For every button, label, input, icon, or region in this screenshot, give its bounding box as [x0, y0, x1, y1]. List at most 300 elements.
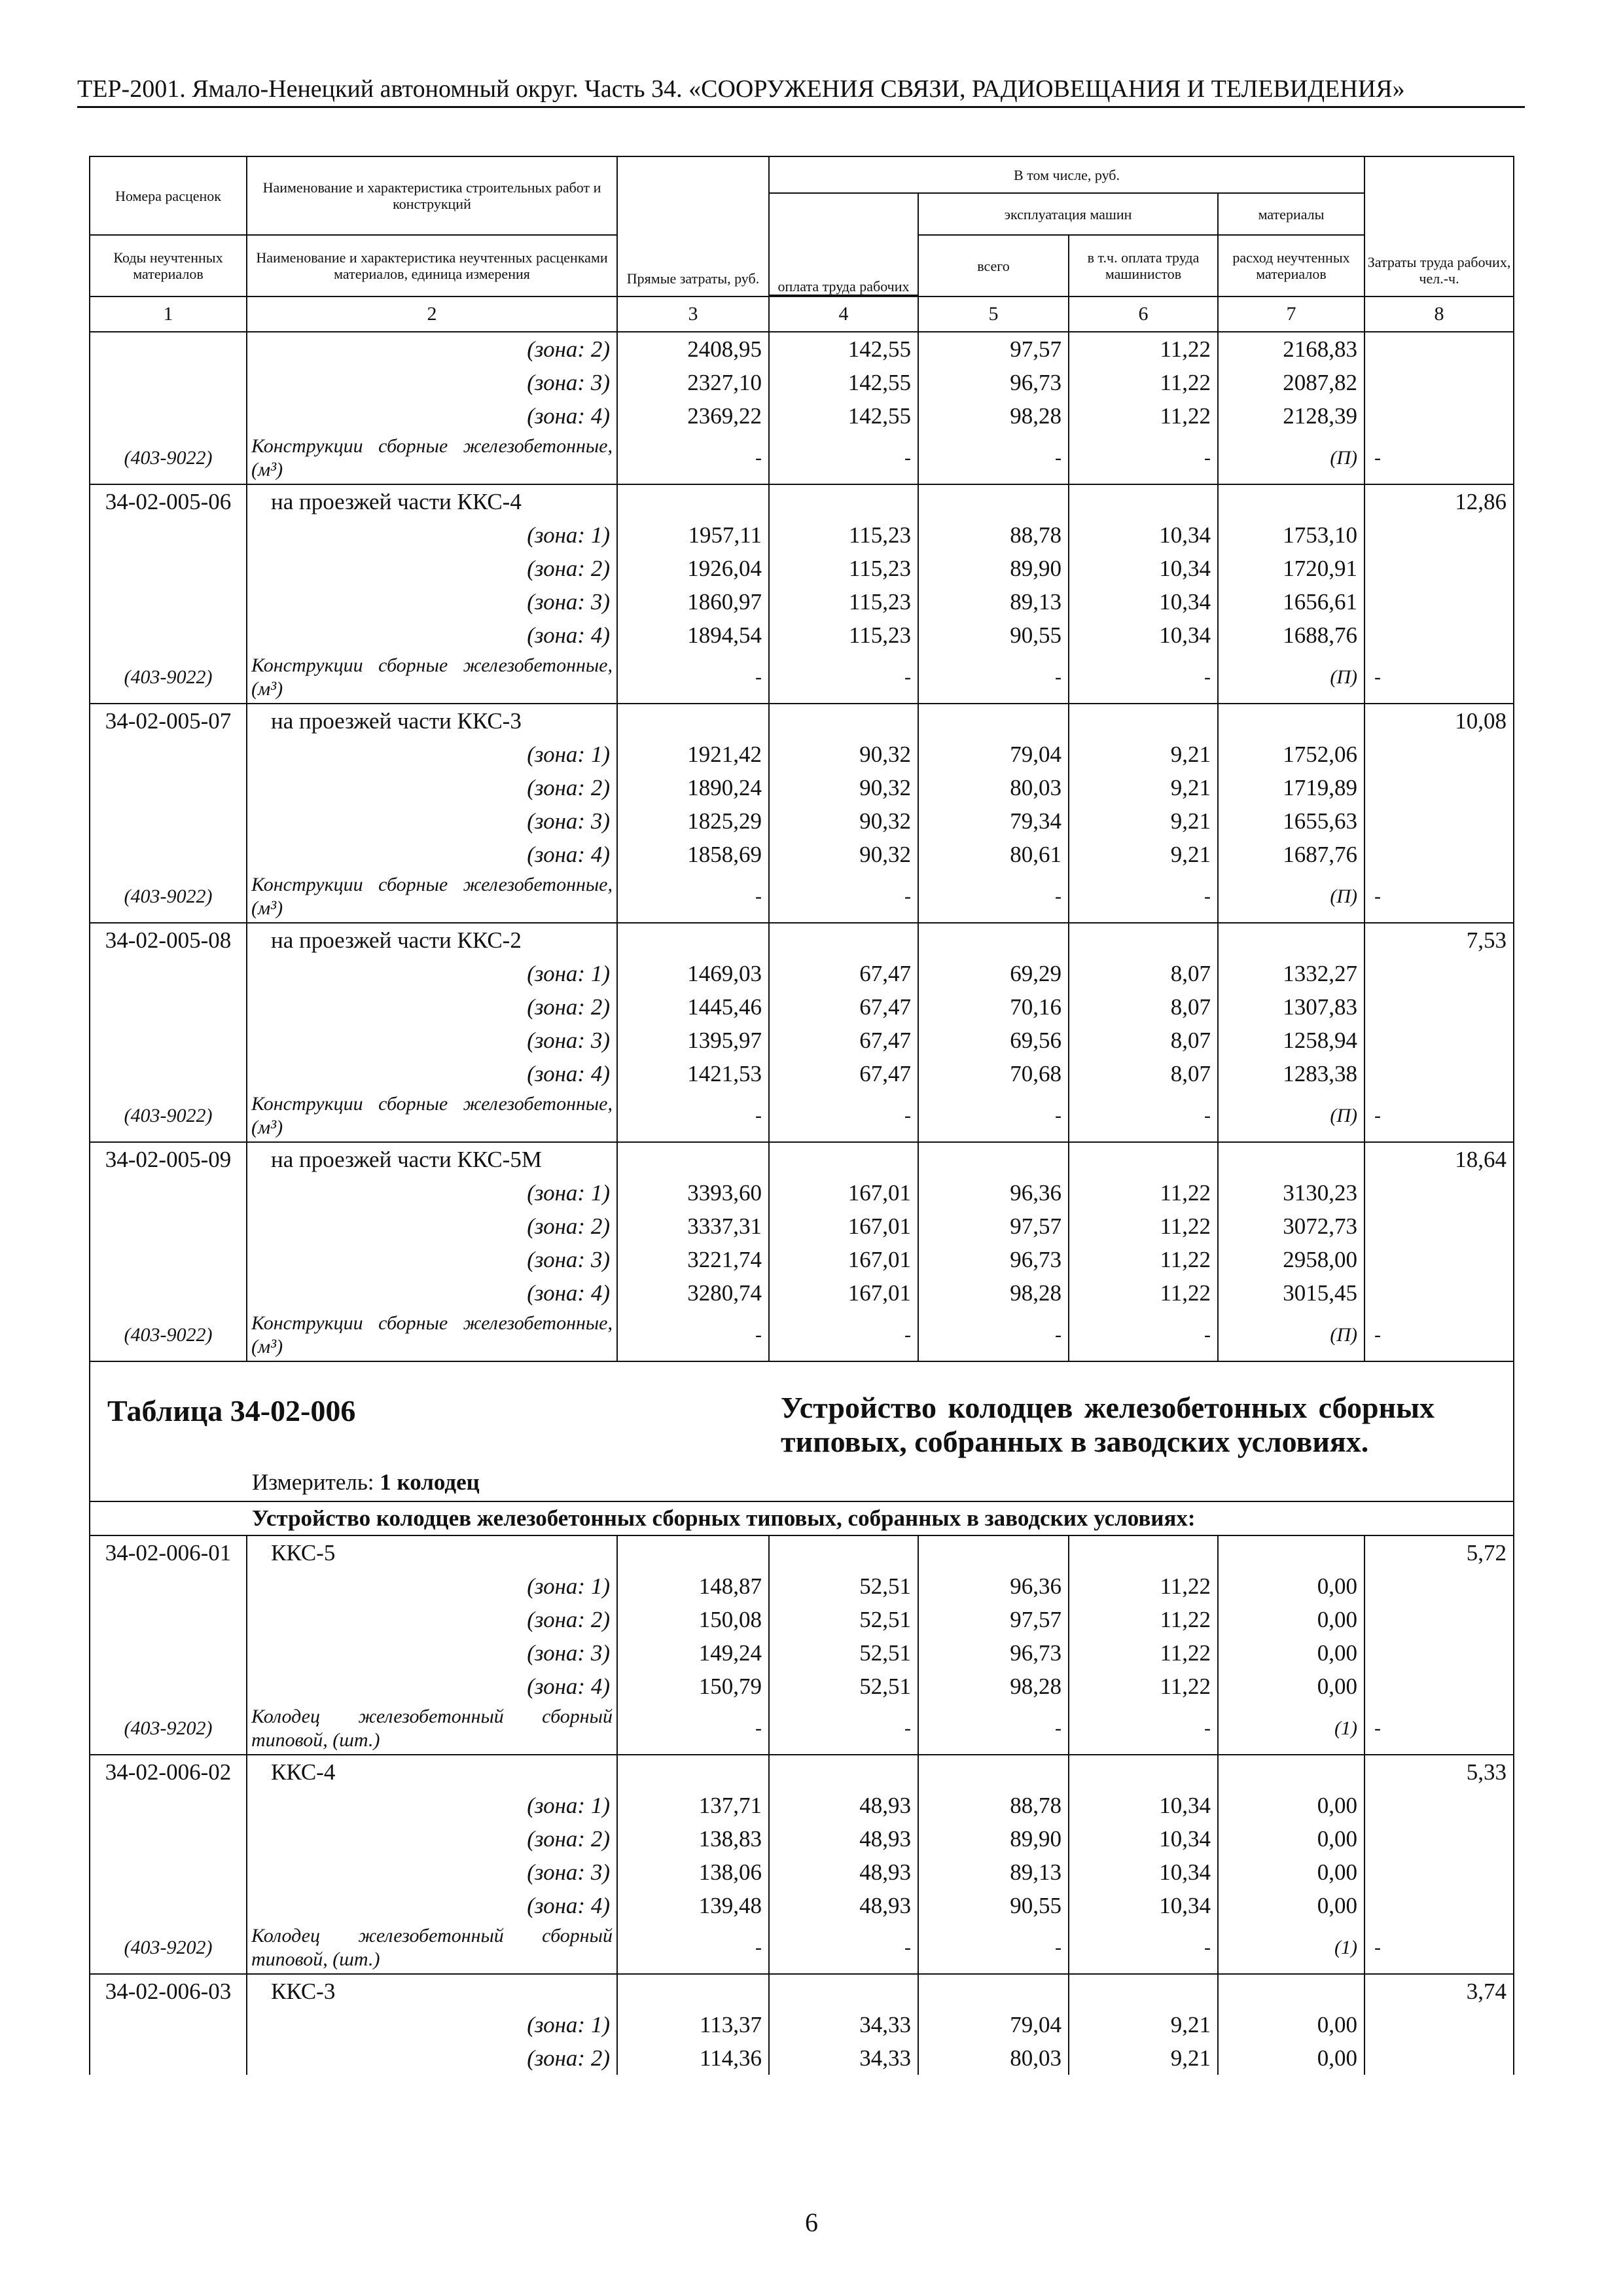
zone-row	[90, 1210, 1514, 1243]
value-cell: 1957,11	[617, 518, 769, 552]
blank-cell	[918, 1974, 1069, 2008]
zone-row	[90, 1822, 1514, 1856]
value-cell: 8,07	[1069, 1057, 1218, 1090]
dash-cell: -	[1364, 1310, 1514, 1361]
value-cell: 1307,83	[1218, 990, 1364, 1024]
col2-header-top: Наименование и характеристика строительных работ и конструкций	[247, 156, 617, 235]
dash-cell: -	[1069, 1703, 1218, 1755]
dash-cell: -	[1069, 1310, 1218, 1361]
rate-name: на проезжей части ККС-2	[247, 923, 617, 957]
blank-cell	[1364, 1636, 1514, 1670]
zone-row	[90, 1176, 1514, 1210]
material-quantity: (1)	[1218, 1922, 1364, 1974]
value-cell: 1720,91	[1218, 552, 1364, 585]
blank-cell	[1364, 1243, 1514, 1276]
col3-header: Прямые затраты, руб.	[617, 156, 769, 296]
zone-label: (зона: 3)	[247, 1856, 617, 1889]
value-cell: 90,32	[769, 804, 918, 838]
zone-label: (зона: 1)	[247, 2008, 617, 2041]
value-cell: 10,34	[1069, 1856, 1218, 1889]
blank-cell	[1218, 1535, 1364, 1570]
material-code: (403-9022)	[90, 1090, 247, 1142]
col7-header: расход неучтенных материалов	[1218, 235, 1364, 296]
column-number: 5	[918, 296, 1069, 332]
dash-cell: -	[1364, 1922, 1514, 1974]
zone-label: (зона: 2)	[247, 1822, 617, 1856]
labor-cost: 7,53	[1364, 923, 1514, 957]
zone-label: (зона: 1)	[247, 738, 617, 771]
blank-cell	[1364, 619, 1514, 652]
value-cell: 115,23	[769, 518, 918, 552]
value-cell: 167,01	[769, 1210, 918, 1243]
blank-cell	[1364, 990, 1514, 1024]
zone-row	[90, 1789, 1514, 1822]
value-cell: 0,00	[1218, 1856, 1364, 1889]
zone-label: (зона: 1)	[247, 518, 617, 552]
zone-row	[90, 399, 1514, 433]
zone-label: (зона: 3)	[247, 1024, 617, 1057]
material-row	[90, 871, 1514, 923]
zone-row	[90, 804, 1514, 838]
value-cell: 90,32	[769, 738, 918, 771]
value-cell: 9,21	[1069, 2041, 1218, 2075]
measure-row	[90, 1465, 1514, 1501]
blank-cell	[1218, 923, 1364, 957]
material-row	[90, 1090, 1514, 1142]
value-cell: 1858,69	[617, 838, 769, 871]
value-cell: 11,22	[1069, 366, 1218, 399]
material-description: Конструкции сборные железобетонные, (м³)	[247, 1310, 617, 1361]
value-cell: 67,47	[769, 957, 918, 990]
rate-code: 34-02-005-06	[90, 484, 247, 518]
zone-label: (зона: 2)	[247, 771, 617, 804]
zone-label: (зона: 3)	[247, 585, 617, 619]
rate-name: ККС-3	[247, 1974, 617, 2008]
blank-cell	[1364, 552, 1514, 585]
value-cell: 89,13	[918, 1856, 1069, 1889]
dash-cell: -	[617, 1310, 769, 1361]
value-cell: 98,28	[918, 1276, 1069, 1310]
value-cell: 0,00	[1218, 1670, 1364, 1703]
value-cell: 34,33	[769, 2041, 918, 2075]
value-cell: 96,73	[918, 1243, 1069, 1276]
value-cell: 89,13	[918, 585, 1069, 619]
zone-label: (зона: 4)	[247, 1057, 617, 1090]
value-cell: 0,00	[1218, 1822, 1364, 1856]
running-title: ТЕР-2001. Ямало-Ненецкий автономный округ. Часть 34. «СООРУЖЕНИЯ СВЯЗИ, РАДИОВЕЩАНИЯ И ТЕЛЕВИДЕНИЯ»	[77, 75, 1405, 103]
value-cell: 1395,97	[617, 1024, 769, 1057]
dash-cell: -	[1364, 871, 1514, 923]
rate-row	[90, 704, 1514, 738]
dash-cell: -	[918, 871, 1069, 923]
measure-prefix: Измеритель:	[252, 1469, 374, 1495]
dash-cell: -	[1364, 1703, 1514, 1755]
zone-row	[90, 771, 1514, 804]
value-cell: 11,22	[1069, 399, 1218, 433]
rate-name: на проезжей части ККС-5М	[247, 1142, 617, 1176]
blank-cell	[1069, 484, 1218, 518]
zone-label: (зона: 2)	[247, 2041, 617, 2075]
value-cell: 9,21	[1069, 804, 1218, 838]
materials-header: материалы	[1218, 193, 1364, 235]
material-row	[90, 652, 1514, 704]
dash-cell: -	[1364, 1090, 1514, 1142]
labor-cost: 3,74	[1364, 1974, 1514, 2008]
value-cell: 97,57	[918, 332, 1069, 366]
zone-row	[90, 332, 1514, 366]
dash-cell: -	[769, 1922, 918, 1974]
column-number: 1	[90, 296, 247, 332]
rate-name: ККС-4	[247, 1755, 617, 1789]
value-cell: 137,71	[617, 1789, 769, 1822]
blank-cell	[769, 704, 918, 738]
value-cell: 98,28	[918, 399, 1069, 433]
value-cell: 89,90	[918, 1822, 1069, 1856]
value-cell: 0,00	[1218, 1603, 1364, 1636]
value-cell: 8,07	[1069, 1024, 1218, 1057]
value-cell: 11,22	[1069, 332, 1218, 366]
blank-cell	[90, 366, 247, 399]
blank-cell	[90, 1501, 247, 1535]
table-title: Устройство колодцев железобетонных сборных типовых, собранных в заводских условиях.	[769, 1361, 1514, 1465]
included-header: В том числе, руб.	[769, 156, 1364, 193]
dash-cell: -	[769, 1310, 918, 1361]
dash-cell: -	[1364, 433, 1514, 484]
value-cell: 10,34	[1069, 619, 1218, 652]
material-quantity: (П)	[1218, 871, 1364, 923]
zone-label: (зона: 1)	[247, 1570, 617, 1603]
rate-code: 34-02-006-03	[90, 1974, 247, 2008]
dash-cell: -	[918, 1090, 1069, 1142]
zone-row	[90, 1603, 1514, 1636]
value-cell: 1752,06	[1218, 738, 1364, 771]
material-row	[90, 1703, 1514, 1755]
value-cell: 10,34	[1069, 1789, 1218, 1822]
zone-label: (зона: 4)	[247, 1889, 617, 1922]
blank-cell	[1364, 2008, 1514, 2041]
value-cell: 0,00	[1218, 2041, 1364, 2075]
value-cell: 1894,54	[617, 619, 769, 652]
value-cell: 115,23	[769, 552, 918, 585]
blank-cell	[90, 804, 247, 838]
value-cell: 0,00	[1218, 1889, 1364, 1922]
blank-cell	[1364, 2041, 1514, 2075]
blank-cell	[1069, 923, 1218, 957]
value-cell: 1421,53	[617, 1057, 769, 1090]
rate-row	[90, 1974, 1514, 2008]
material-code: (403-9022)	[90, 1310, 247, 1361]
value-cell: 3130,23	[1218, 1176, 1364, 1210]
blank-cell	[90, 619, 247, 652]
value-cell: 48,93	[769, 1889, 918, 1922]
blank-cell	[1364, 1210, 1514, 1243]
blank-cell	[1218, 1974, 1364, 2008]
value-cell: 2327,10	[617, 366, 769, 399]
value-cell: 80,03	[918, 2041, 1069, 2075]
dash-cell: -	[1069, 1090, 1218, 1142]
dash-cell: -	[769, 871, 918, 923]
labor-cost: 5,33	[1364, 1755, 1514, 1789]
value-cell: 115,23	[769, 619, 918, 652]
col1-header-bottom: Коды неучтенных материалов	[90, 235, 247, 296]
value-cell: 1283,38	[1218, 1057, 1364, 1090]
material-code: (403-9022)	[90, 871, 247, 923]
blank-cell	[617, 484, 769, 518]
blank-cell	[90, 1603, 247, 1636]
blank-cell	[90, 957, 247, 990]
labor-cost: 5,72	[1364, 1535, 1514, 1570]
blank-cell	[90, 990, 247, 1024]
value-cell: 8,07	[1069, 990, 1218, 1024]
value-cell: 1825,29	[617, 804, 769, 838]
col1-header-top: Номера расценок	[90, 156, 247, 235]
blank-cell	[1069, 704, 1218, 738]
zone-label: (зона: 2)	[247, 990, 617, 1024]
value-cell: 138,83	[617, 1822, 769, 1856]
value-cell: 79,34	[918, 804, 1069, 838]
value-cell: 1926,04	[617, 552, 769, 585]
material-quantity: (П)	[1218, 433, 1364, 484]
zone-row	[90, 1670, 1514, 1703]
rate-row	[90, 1535, 1514, 1570]
rate-code: 34-02-005-08	[90, 923, 247, 957]
value-cell: 11,22	[1069, 1210, 1218, 1243]
machines-header: эксплуатация машин	[918, 193, 1218, 235]
zone-row	[90, 838, 1514, 871]
dash-cell: -	[769, 1090, 918, 1142]
material-description: Конструкции сборные железобетонные, (м³)	[247, 1090, 617, 1142]
table-label: Таблица 34-02-006	[90, 1361, 769, 1465]
value-cell: 1687,76	[1218, 838, 1364, 871]
blank-cell	[769, 484, 918, 518]
blank-cell	[617, 1535, 769, 1570]
zone-row	[90, 1024, 1514, 1057]
value-cell: 97,57	[918, 1603, 1069, 1636]
blank-cell	[1364, 1856, 1514, 1889]
value-cell: 79,04	[918, 2008, 1069, 2041]
value-cell: 2087,82	[1218, 366, 1364, 399]
value-cell: 149,24	[617, 1636, 769, 1670]
value-cell: 96,73	[918, 1636, 1069, 1670]
rate-name: ККС-5	[247, 1535, 617, 1570]
labor-cost: 10,08	[1364, 704, 1514, 738]
blank-cell	[1364, 332, 1514, 366]
blank-cell	[1218, 1142, 1364, 1176]
value-cell: 67,47	[769, 990, 918, 1024]
blank-cell	[90, 1822, 247, 1856]
value-cell: 88,78	[918, 518, 1069, 552]
zone-label: (зона: 3)	[247, 1636, 617, 1670]
value-cell: 115,23	[769, 585, 918, 619]
blank-cell	[1218, 704, 1364, 738]
column-number: 8	[1364, 296, 1514, 332]
value-cell: 11,22	[1069, 1243, 1218, 1276]
dash-cell: -	[918, 433, 1069, 484]
value-cell: 98,28	[918, 1670, 1069, 1703]
value-cell: 10,34	[1069, 552, 1218, 585]
blank-cell	[1364, 1057, 1514, 1090]
blank-cell	[90, 1856, 247, 1889]
value-cell: 11,22	[1069, 1176, 1218, 1210]
value-cell: 139,48	[617, 1889, 769, 1922]
value-cell: 70,16	[918, 990, 1069, 1024]
measure	[247, 1465, 1514, 1501]
value-cell: 90,32	[769, 771, 918, 804]
value-cell: 2958,00	[1218, 1243, 1364, 1276]
value-cell: 67,47	[769, 1057, 918, 1090]
value-cell: 0,00	[1218, 1636, 1364, 1670]
zone-label: (зона: 4)	[247, 619, 617, 652]
rate-name: на проезжей части ККС-3	[247, 704, 617, 738]
zone-row	[90, 1856, 1514, 1889]
zone-label: (зона: 4)	[247, 838, 617, 871]
blank-cell	[617, 1142, 769, 1176]
value-cell: 11,22	[1069, 1570, 1218, 1603]
blank-cell	[918, 704, 1069, 738]
column-number: 6	[1069, 296, 1218, 332]
blank-cell	[769, 1535, 918, 1570]
value-cell: 1332,27	[1218, 957, 1364, 990]
material-quantity: (1)	[1218, 1703, 1364, 1755]
value-cell: 52,51	[769, 1570, 918, 1603]
value-cell: 113,37	[617, 2008, 769, 2041]
material-row	[90, 433, 1514, 484]
blank-cell	[1069, 1974, 1218, 2008]
value-cell: 69,56	[918, 1024, 1069, 1057]
value-cell: 1860,97	[617, 585, 769, 619]
value-cell: 90,32	[769, 838, 918, 871]
blank-cell	[1364, 771, 1514, 804]
value-cell: 1656,61	[1218, 585, 1364, 619]
dash-cell: -	[918, 1922, 1069, 1974]
value-cell: 52,51	[769, 1636, 918, 1670]
value-cell: 142,55	[769, 399, 918, 433]
value-cell: 148,87	[617, 1570, 769, 1603]
value-cell: 142,55	[769, 366, 918, 399]
labor-cost: 18,64	[1364, 1142, 1514, 1176]
value-cell: 3015,45	[1218, 1276, 1364, 1310]
material-description: Колодец железобетонный сборный типовой, (шт.)	[247, 1922, 617, 1974]
blank-cell	[918, 923, 1069, 957]
value-cell: 69,29	[918, 957, 1069, 990]
blank-cell	[1364, 518, 1514, 552]
value-cell: 167,01	[769, 1176, 918, 1210]
labor-cost: 12,86	[1364, 484, 1514, 518]
value-cell: 67,47	[769, 1024, 918, 1057]
blank-cell	[90, 1670, 247, 1703]
zone-row	[90, 1889, 1514, 1922]
col2-header-bottom: Наименование и характеристика неучтенных расценками материалов, единица измерения	[247, 235, 617, 296]
zone-label: (зона: 3)	[247, 1243, 617, 1276]
zone-row	[90, 2008, 1514, 2041]
value-cell: 80,03	[918, 771, 1069, 804]
blank-cell	[1364, 1024, 1514, 1057]
value-cell: 70,68	[918, 1057, 1069, 1090]
value-cell: 80,61	[918, 838, 1069, 871]
value-cell: 96,36	[918, 1570, 1069, 1603]
dash-cell: -	[1069, 871, 1218, 923]
blank-cell	[90, 1210, 247, 1243]
zone-row	[90, 1636, 1514, 1670]
zone-row	[90, 518, 1514, 552]
blank-cell	[1069, 1142, 1218, 1176]
value-cell: 3280,74	[617, 1276, 769, 1310]
value-cell: 48,93	[769, 1789, 918, 1822]
blank-cell	[90, 332, 247, 366]
col6-header: в т.ч. оплата труда машинистов	[1069, 235, 1218, 296]
blank-cell	[918, 484, 1069, 518]
dash-cell: -	[1069, 652, 1218, 704]
blank-cell	[1364, 585, 1514, 619]
column-number: 4	[769, 296, 918, 332]
column-number: 2	[247, 296, 617, 332]
value-cell: 9,21	[1069, 2008, 1218, 2041]
blank-cell	[90, 1024, 247, 1057]
value-cell: 11,22	[1069, 1276, 1218, 1310]
material-quantity: (П)	[1218, 1310, 1364, 1361]
blank-cell	[90, 1176, 247, 1210]
header-rule	[77, 106, 1525, 108]
blank-cell	[1218, 1755, 1364, 1789]
zone-row	[90, 738, 1514, 771]
value-cell: 79,04	[918, 738, 1069, 771]
blank-cell	[1364, 738, 1514, 771]
material-code: (403-9022)	[90, 433, 247, 484]
blank-cell	[1364, 1276, 1514, 1310]
dash-cell: -	[769, 433, 918, 484]
page-number: 6	[805, 2208, 818, 2237]
value-cell: 11,22	[1069, 1670, 1218, 1703]
zone-label: (зона: 2)	[247, 1603, 617, 1636]
material-code: (403-9202)	[90, 1703, 247, 1755]
dash-cell: -	[617, 1922, 769, 1974]
value-cell: 10,34	[1069, 1822, 1218, 1856]
value-cell: 2168,83	[1218, 332, 1364, 366]
material-row	[90, 1922, 1514, 1974]
dash-cell: -	[769, 1703, 918, 1755]
zone-row	[90, 1276, 1514, 1310]
blank-cell	[1364, 1670, 1514, 1703]
blank-cell	[90, 1465, 247, 1501]
zone-row	[90, 2041, 1514, 2075]
value-cell: 142,55	[769, 332, 918, 366]
value-cell: 167,01	[769, 1276, 918, 1310]
zone-label: (зона: 4)	[247, 1276, 617, 1310]
blank-cell	[90, 2041, 247, 2075]
material-quantity: (П)	[1218, 652, 1364, 704]
blank-cell	[90, 1057, 247, 1090]
blank-cell	[918, 1535, 1069, 1570]
value-cell: 96,73	[918, 366, 1069, 399]
zone-row	[90, 585, 1514, 619]
value-cell: 9,21	[1069, 771, 1218, 804]
material-quantity: (П)	[1218, 1090, 1364, 1142]
value-cell: 88,78	[918, 1789, 1069, 1822]
section-row	[90, 1501, 1514, 1535]
value-cell: 48,93	[769, 1856, 918, 1889]
column-number: 7	[1218, 296, 1364, 332]
value-cell: 3072,73	[1218, 1210, 1364, 1243]
blank-cell	[769, 923, 918, 957]
value-cell: 0,00	[1218, 1570, 1364, 1603]
value-cell: 48,93	[769, 1822, 918, 1856]
dash-cell: -	[1069, 1922, 1218, 1974]
col8-header: Затраты труда рабочих, чел.-ч.	[1364, 156, 1514, 296]
value-cell: 1445,46	[617, 990, 769, 1024]
rate-name: на проезжей части ККС-4	[247, 484, 617, 518]
value-cell: 96,36	[918, 1176, 1069, 1210]
rate-row	[90, 1142, 1514, 1176]
